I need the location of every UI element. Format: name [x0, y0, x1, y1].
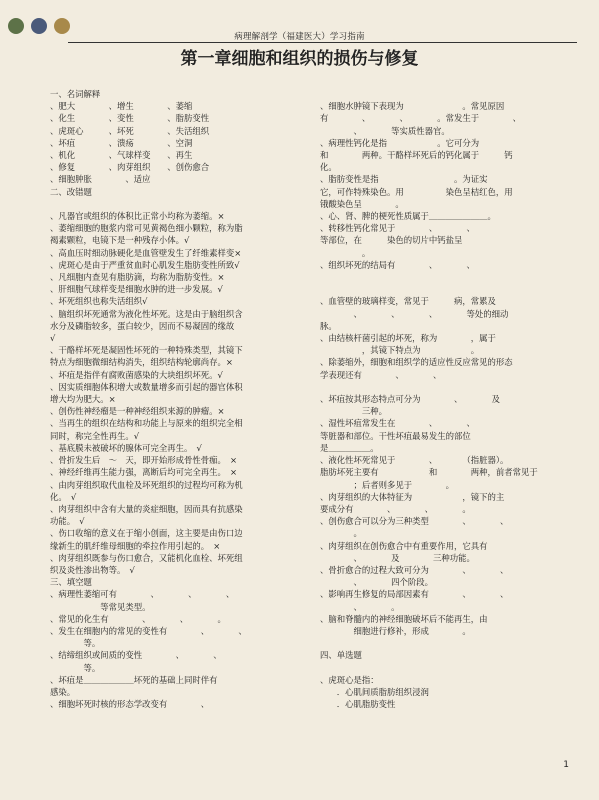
right-line: 化。	[320, 162, 337, 173]
right-line: ．心肌脂肪变性	[320, 699, 396, 710]
right-line: 、心、肾、脾的梗死性质属于＿＿＿＿＿＿＿。	[320, 211, 496, 222]
right-line: 有 、 、 。常发生于 、	[320, 113, 521, 124]
left-line: 同时，称完全性再生。√	[50, 430, 140, 441]
left-line: 增大均为肥大。×	[50, 394, 116, 405]
right-line	[320, 662, 570, 674]
left-line: 、细胞坏死时核的形态学改变有 、	[50, 699, 210, 710]
left-line: 、因实质细胞体积增大或数量增多而引起的器官体积	[50, 381, 243, 392]
right-line: 。	[320, 528, 362, 539]
left-line: 、机化 、气球样变 、再生	[50, 150, 193, 161]
left-line	[50, 198, 302, 210]
chapter-title: 第一章细胞和组织的损伤与修复	[180, 49, 419, 69]
left-line: 织及炎性渗出物等。 √	[50, 564, 135, 575]
right-line: 细胞进行修补，形成 。	[320, 625, 471, 636]
right-line	[320, 283, 570, 295]
left-line: 、骨折发生后 ～ 天，即开始形成骨性骨痂。 ×	[50, 455, 238, 466]
right-line: 、骨折愈合的过程大致可分为 、 、	[320, 564, 509, 575]
left-line: 水分及磷脂较多，蛋白较少，因而不易凝固的缘故	[50, 320, 235, 331]
left-line: 、肉芽组织中含有大量的炎症细胞，因而具有抗感染	[50, 503, 243, 514]
left-line: 、萎缩细胞的胞浆内常可见黄褐色细小颗粒，称为脂	[50, 223, 243, 234]
left-line: 、虎斑心是由于严重贫血时心肌发生脂肪变性所致√	[50, 259, 240, 270]
right-line: 和 两种。干酪样坏死后的钙化属于 钙	[320, 150, 513, 161]
right-line: 、 及 三种功能。	[320, 552, 475, 563]
right-line: 、 。	[320, 601, 400, 612]
left-line: 功能。 √	[50, 516, 85, 527]
left-line: 、常见的化生有 、 、 。	[50, 613, 226, 624]
right-line: 三种。	[320, 406, 387, 417]
left-line: 感染。	[50, 686, 76, 697]
left-line: 等。	[50, 638, 101, 649]
left-line: 、发生在细胞内的常见的变性有 、 、	[50, 625, 247, 636]
left-line: 、肥大 、增生 、萎缩	[50, 101, 193, 112]
left-line: √	[50, 333, 56, 344]
right-line: 、脂肪变性是指 。为证实	[320, 174, 488, 185]
right-line: 、转移性钙化常见于 、 、	[320, 223, 505, 234]
right-line: 、肉芽组织的大体特征为 ，镜下的主	[320, 491, 505, 502]
left-line: 、凡细胞内查见有脂肪滴，均称为脂肪变性。×	[50, 272, 225, 283]
left-line: 、细胞肿胀 、适应	[50, 174, 151, 185]
right-line: 等部位，在 染色的切片中钙盐呈	[320, 235, 463, 246]
right-line: 、 等实质性器官。	[320, 125, 450, 136]
left-line: 、结缔组织或间质的变性 、 、	[50, 650, 222, 661]
right-line: 锇酸染色呈 。	[320, 198, 404, 209]
left-line: 、伤口收缩的意义在于缩小创面，这主要是由伤口边	[50, 528, 243, 539]
right-line: 、影响再生修复的局部因素有 、 、	[320, 589, 509, 600]
right-line: 学表现还有 、 、	[320, 369, 471, 380]
left-line: 、坏疽是＿＿＿＿＿＿坏死的基础上同时伴有	[50, 674, 218, 685]
left-line: 、病理性萎缩可有 、 、 、	[50, 589, 235, 600]
right-line: 要成分有 、 、 。	[320, 503, 471, 514]
left-line: 二、改错题	[50, 186, 92, 197]
right-line	[320, 271, 570, 283]
right-line: 、坏疽按其形态特点可分为 、 及	[320, 394, 501, 405]
left-line: 等常见类型。	[50, 601, 151, 612]
right-line: 、由结核杆菌引起的坏死，称为 ，属于	[320, 333, 496, 344]
right-line: 、虎斑心是指：	[320, 674, 379, 685]
right-line	[320, 88, 570, 100]
right-line	[320, 381, 570, 393]
right-line: 、液化性坏死常见于 、 （指脏器）。	[320, 455, 509, 466]
left-line: 化。 √	[50, 491, 77, 502]
left-line: 、化生 、变性 、脂肪变性	[50, 113, 210, 124]
left-line: 、坏死组织也称失活组织√	[50, 296, 148, 307]
left-line: 特点为细胞微细结构消失，组织结构轮廓尚存。×	[50, 357, 233, 368]
left-line: 、创伤性神经瘤是一种神经组织来源的肿瘤。×	[50, 406, 225, 417]
right-line: 脉。	[320, 320, 337, 331]
left-line: 、凡器官或组织的体积比正常小均称为萎缩。×	[50, 211, 225, 222]
left-line: 缘新生的肌纤维母细胞的牵拉作用引起的。 ×	[50, 540, 221, 551]
right-line: ，其镜下特点为 。	[320, 345, 480, 356]
left-line: 、肝细胞气球样变是细胞水肿的进一步发展。√	[50, 284, 223, 295]
left-line: 、坏疽是指伴有腐败菌感染的大块组织坏死。√	[50, 369, 223, 380]
right-line: 、创伤愈合可以分为三种类型 、 、	[320, 516, 509, 527]
right-column	[320, 88, 570, 710]
header-rule	[68, 42, 577, 43]
right-line: 、肉芽组织在创伤愈合中有重要作用，它具有	[320, 540, 488, 551]
right-line: ；后者则多见于 。	[320, 479, 454, 490]
right-line: 它，可作特殊染色。用 染色呈桔红色，用	[320, 186, 513, 197]
left-line: 、由肉芽组织取代血栓及坏死组织的过程均可称为机	[50, 479, 243, 490]
right-line: 是＿＿＿＿＿。	[320, 442, 379, 453]
right-line: 、脑和脊髓内的神经细胞破坏后不能再生，由	[320, 613, 488, 624]
right-line: 、湿性坏疽常发生在 、 、	[320, 418, 505, 429]
left-line: 、基底膜未被破坏的腺体可完全再生。 √	[50, 442, 202, 453]
right-line: 、细胞水肿镜下表现为 。常见原因	[320, 101, 505, 112]
right-line: 、血管壁的玻璃样变，常见于 病，常累及	[320, 296, 496, 307]
left-line: 、虎斑心 、坏死 、失活组织	[50, 125, 210, 136]
right-line: 。	[320, 247, 371, 258]
right-line: 脂肪坏死主要有 和 两种，前者常见于	[320, 467, 538, 478]
left-line: 一、名词解释	[50, 89, 101, 99]
left-line: 褐素颗粒，电镜下是一种残存小体。√	[50, 235, 190, 246]
right-line: 、病理性钙化是指 。它可分为	[320, 137, 480, 148]
left-line: 、当再生的组织在结构和功能上与原来的组织完全相	[50, 418, 243, 429]
left-line: 、脑组织坏死通常为液化性坏死。这是由于脑组织含	[50, 308, 243, 319]
right-line: 等脏器和部位。干性坏疽最易发生的部位	[320, 430, 471, 441]
right-line	[320, 637, 570, 649]
left-line: 、神经纤维再生能力强，离断后均可完全再生。 ×	[50, 467, 238, 478]
page-header: 病理解剖学（福建医大）学习指南	[234, 32, 365, 42]
right-line: ．心肌间质脂肪组织浸润	[320, 686, 429, 697]
left-line: 等。	[50, 662, 101, 673]
right-line: 、除萎缩外，细胞和组织学的适应性反应常见的形态	[320, 357, 513, 368]
left-line: 、坏疽 、溃疡 、空洞	[50, 137, 193, 148]
left-line: 、高血压时细动脉硬化是血管壁发生了纤维素样变×	[50, 247, 242, 258]
left-line: 、修复 、肉芽组织 、创伤愈合	[50, 162, 210, 173]
page-number: 1	[563, 760, 569, 770]
right-line: 、 、 、 等处的细动	[320, 308, 509, 319]
left-line: 、肉芽组织既参与伤口愈合，又能机化血栓、坏死组	[50, 552, 243, 563]
right-line: 四、单选题	[320, 650, 362, 661]
right-line: 、组织坏死的结局有 、 、	[320, 259, 505, 270]
right-line: 、 四个阶段。	[320, 577, 434, 588]
left-line: 、干酪样坏死是凝固性坏死的一种特殊类型，其镜下	[50, 345, 243, 356]
left-column	[50, 88, 302, 710]
left-line: 三、填空题	[50, 577, 92, 588]
